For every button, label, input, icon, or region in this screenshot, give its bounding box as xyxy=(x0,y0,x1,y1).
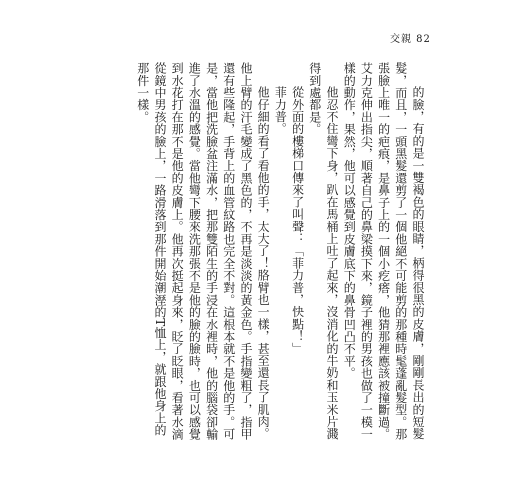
paragraph: 的臉，有的是一雙褐色的眼睛，柄得很黑的皮膚，剛剛長出的短髮髮，而且，一頭黑髮還剪了一個他絕不可能剪的那種時髦蓬亂髮型。那張臉上唯一的疤痕，是鼻子上的一個小疙瘩，他猜那裡應該被撞斷過。艾力克伸出指尖，順著自己的鼻梁摸下來，鏡子裡的男孩也做了一模一樣的動作，果然，他可以感覺到皮膚底下的鼻骨凹凸不平。 xyxy=(342,62,425,441)
running-header: 交親 82 xyxy=(390,34,431,45)
paragraph: 他忍不住彎下身，趴在馬桶上吐了起來，沒消化的牛奶和玉米片濺得到處都是。 xyxy=(307,62,339,440)
paragraph: 從外面的樓梯口傳來了叫聲：「菲力普，快點！」 xyxy=(290,86,305,355)
paragraph: 他仔細的看了看他的手，太大了！胳臂也一樣，甚至還長了肌肉。他上臂的汗毛變成了黑色的，不再是淡淡的黃金色。手指變粗了，指甲還有些隆起，手背上的血管紋路也完全不對。這根本就不是他的手。可是，當他把洗臉盆注滿水，把那雙陌生的手浸在水裡時，他的腦袋卻輸進了水溫的感覺。當他彎下腰來洗那張不是他的臉的臉時，也可以感覺到水花打在那不是他的皮膚上。他再次挺起身來，眨了眨眼，看著水滴從鏡中男孩的臉上，一路滑落到那件開始潮溼的T恤上，就跟他身上的那件一樣。 xyxy=(135,62,271,441)
body-text xyxy=(120,62,426,447)
paragraph: 菲力普。 xyxy=(273,86,288,135)
